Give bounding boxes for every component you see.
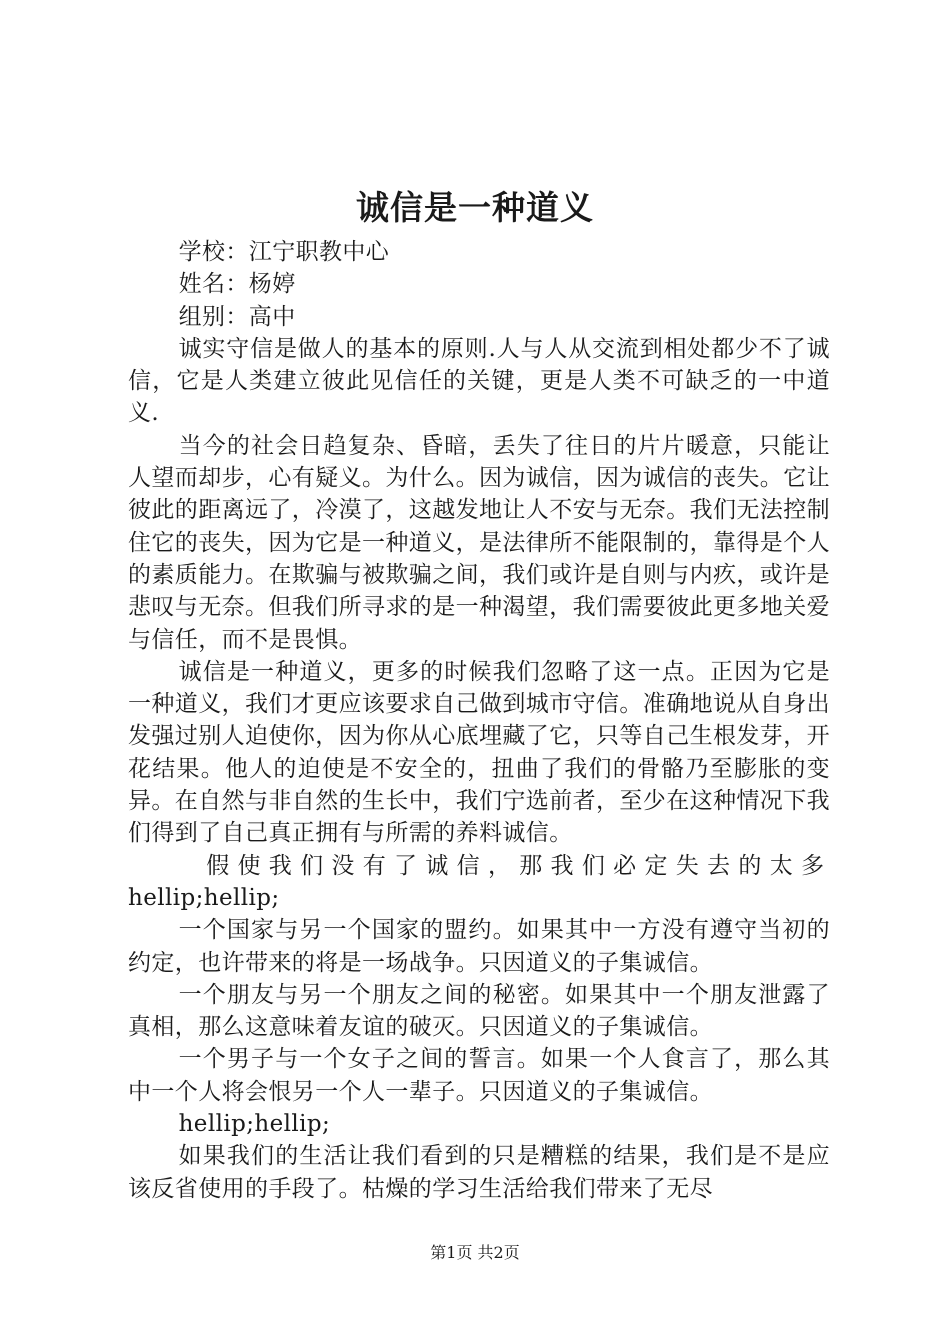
paragraph-4-tail: hellip;hellip; xyxy=(128,884,280,911)
meta-school: 学校：江宁职教中心 xyxy=(178,239,390,265)
paragraph-7: 一个男子与一个女子之间的誓言。如果一个人食言了，那么其中一个人将会恨另一个人一辈子。只因道义的子集诚信。 xyxy=(128,1046,830,1105)
paragraph-1: 诚实守信是做人的基本的原则.人与人从交流到相处都少不了诚信，它是人类建立彼此见信任的关键，更是人类不可缺乏的一中道义. xyxy=(128,335,830,427)
paragraph-8: 如果我们的生活让我们看到的只是糟糕的结果，我们是不是应该反省使用的手段了。枯燥的学习生活给我们带来了无尽 xyxy=(128,1143,830,1202)
document-body xyxy=(128,236,830,1205)
meta-name: 姓名：杨婷 xyxy=(178,271,296,298)
paragraph-3: 诚信是一种道义，更多的时候我们忽略了这一点。正因为它是一种道义，我们才更应该要求自己做到城市守信。准确地说从自身出发强过别人迫使你，因为你从心底埋藏了它，只等自己生根发芽，开花结果。他人的迫使是不安全的，扭曲了我们的骨骼乃至膨胀的变异。在自然与非自然的生长中，我们宁选前者，至少在这种情况下我们得到了自己真正拥有与所需的养料诚信。 xyxy=(128,658,830,847)
paragraph-4-line: 假使我们没有了诚信，那我们必定失去的太多 xyxy=(206,852,830,879)
paragraph-6: 一个朋友与另一个朋友之间的秘密。如果其中一个朋友泄露了真相，那么这意味着友谊的破灭。只因道义的子集诚信。 xyxy=(128,981,830,1041)
meta-group: 组别：高中 xyxy=(178,303,296,330)
paragraph-5: 一个国家与另一个国家的盟约。如果其中一方没有遵守当初的约定，也许带来的将是一场战争。只因道义的子集诚信。 xyxy=(128,917,830,976)
paragraph-2: 当今的社会日趋复杂、昏暗，丢失了往日的片片暖意，只能让人望而却步，心有疑义。为什么。因为诚信，因为诚信的丧失。它让彼此的距离远了，冷漠了，这越发地让人不安与无奈。我们无法控制住它的丧失，因为它是一种道义，是法律所不能限制的，靠得是个人的素质能力。在欺骗与被欺骗之间，我们或许是自则与内疚，或许是悲叹与无奈。但我们所寻求的是一种渴望，我们需要彼此更多地关爱与信任，而不是畏惧。 xyxy=(128,432,830,653)
document-title: 诚信是一种道义 xyxy=(356,188,594,227)
ellipsis-line: hellip;hellip; xyxy=(178,1111,331,1138)
page-footer: 第1页 共2页 xyxy=(430,1243,520,1262)
